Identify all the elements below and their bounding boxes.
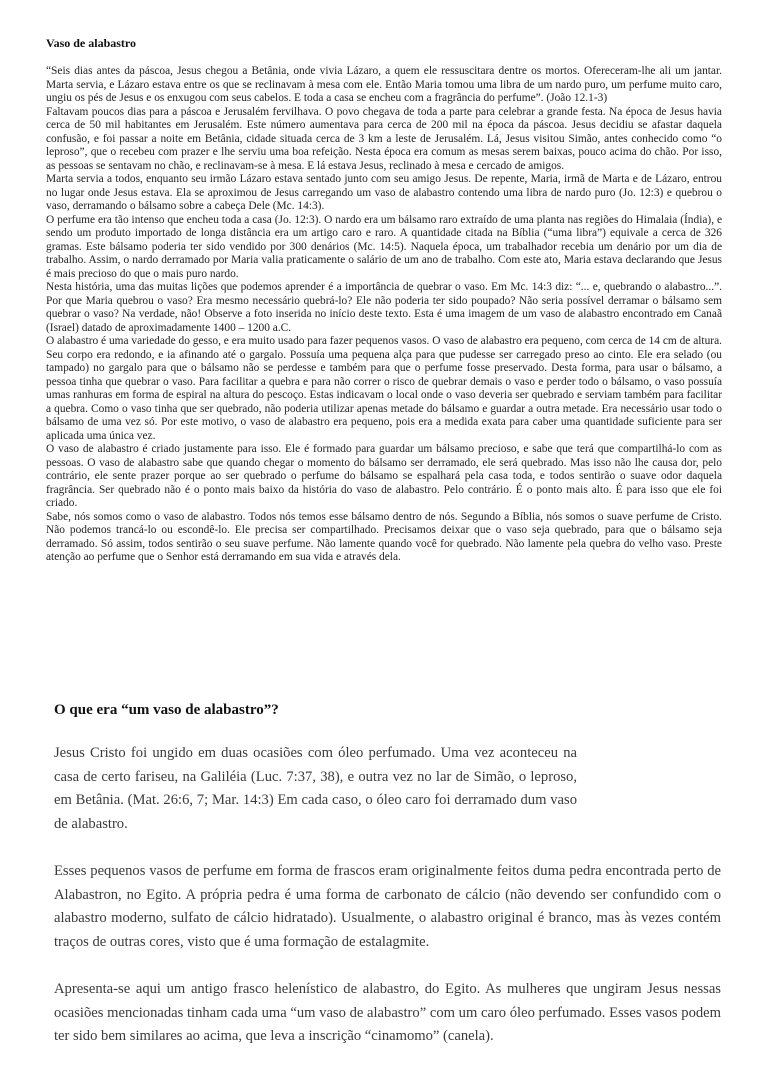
article-paragraph: Marta servia a todos, enquanto seu irmão Lázaro estava sentado junto com seu amigo Jesus. De repente, Maria, irmã de Marta e de Lázaro, entrou no lugar onde Jesus estava. Ela se aproximou de Jesus carregando um vaso de alabastro contendo uma libra de nardo puro (Jo. 12:3) e quebrou o vaso, derramando o bálsamo sobre a cabeça Dele (Mc. 14:3). <box>46 173 722 212</box>
article-paragraph: O vaso de alabastro é criado justamente para isso. Ele é formado para guardar um bálsamo precioso, e sabe que terá que compartilhá-lo com as pessoas. O vaso de alabastro sabe que quando chegar o momento do bálsamo ser derramado, ele será quebrado. Mas isso não lhe causa dor, pelo contrário, ele sente prazer porque ao ser quebrado o perfume do bálsamo se espalhará pela casa toda, e todos sentirão o suave odor daquela fragrância. Ser quebrado não é o ponto mais baixo da história do vaso de alabastro. Pelo contrário. É o ponto mais alto. É para isso que ele foi criado. <box>46 443 722 509</box>
section-paragraph: Apresenta-se aqui um antigo frasco helenístico de alabastro, do Egito. As mulheres que ungiram Jesus nessas ocasiões mencionadas tinham cada uma “um vaso de alabastro” com um caro óleo perfumado. Esses vasos podem ter sido bem similares ao acima, que leva a inscrição “cinamomo” (canela). <box>54 981 721 1044</box>
article-paragraph: Sabe, nós somos como o vaso de alabastro. Todos nós temos esse bálsamo dentro de nós. Segundo a Bíblia, nós somos o suave perfume de Cristo. Não podemos trancá-lo ou escondê-lo. Ele precisa ser compartilhado. Precisamos deixar que o vaso seja quebrado, para que o bálsamo seja derramado. Só assim, todos sentirão o seu suave perfume. Não lamente quando você for quebrado. Não lamente pela quebra do velho vaso. Preste atenção ao perfume que o Senhor está derramando em sua vida e através dela. <box>46 510 722 563</box>
article-paragraph: Nesta história, uma das muitas lições que podemos aprender é a importância de quebrar o vaso. Em Mc. 14:3 diz: “... e, quebrando o alabastro...”. Por que Maria quebrou o vaso? Era mesmo necessário quebrá-lo? Ele não poderia ter sido poupado? Não seria possível derramar o bálsamo sem quebrar o vaso? Na verdade, não! Observe a foto inserida no início deste texto. Esta é uma imagem de um vaso de alabastro encontrado em Canaã (Israel) datado de aproximadamente 1400 – 1200 a.C. <box>46 281 722 334</box>
article-section <box>46 36 722 565</box>
article-paragraph: Faltavam poucos dias para a páscoa e Jerusalém fervilhava. O povo chegava de toda a parte para celebrar a grande festa. Na época de Jesus havia cerca de 50 mil habitantes em Jerusalém. Este número aumentava para cerca de 200 mil na época da páscoa. Jesus decidiu se afastar daquela confusão, e foi passar a noite em Betânia, cidade situada cerca de 3 km a leste de Jerusalém. Lá, Jesus visitou Simão, antes conhecido como “o leproso”, que o recebeu com prazer e lhe serviu uma boa refeição. Nesta época era comum as mesas serem baixas, pouco acima do chão. Por isso, as pessoas se sentavam no chão, e reclinavam-se à mesa. E lá estava Jesus, reclinado à mesa e cercado de amigos. <box>46 105 722 172</box>
article-paragraph: “Seis dias antes da páscoa, Jesus chegou a Betânia, onde vivia Lázaro, a quem ele ressuscitara dentre os mortos. Ofereceram-lhe ali um jantar. Marta servia, e Lázaro estava entre os que se reclinavam à mesa com ele. Então Maria tomou uma libra de um nardo puro, um perfume muito caro, ungiu os pés de Jesus e os enxugou com seus cabelos. E toda a casa se encheu com a fragrância do perfume”. (João 12.1-3) <box>46 65 722 104</box>
section-paragraph: Jesus Cristo foi ungido em duas ocasiões com óleo perfumado. Uma vez aconteceu na casa de certo fariseu, na Galiléia (Luc. 7:37, 38), e outra vez no lar de Simão, o leproso, em Betânia. (Mat. 26:6, 7; Mar. 14:3) Em cada caso, o óleo caro foi derramado dum vaso de alabastro. <box>54 745 577 832</box>
article-paragraph: O perfume era tão intenso que encheu toda a casa (Jo. 12:3). O nardo era um bálsamo raro extraído de uma planta nas regiões do Himalaia (Índia), e sendo um produto importado de longa distância era um artigo caro e raro. A quantidade citada na Bíblia (“uma libra”) equivale a cerca de 326 gramas. Este bálsamo poderia ter sido vendido por 300 denários (Mc. 14:5). Naquela época, um trabalhador recebia um denário por um dia de trabalho. Assim, o nardo derramado por Maria valia praticamente o salário de um ano de trabalho. Com este ato, Maria estava declarando que Jesus é mais precioso do que o mais puro nardo. <box>46 213 722 280</box>
section-heading: O que era “um vaso de alabastro”? <box>54 702 279 718</box>
article-paragraph: O alabastro é uma variedade do gesso, e era muito usado para fazer pequenos vasos. O vaso de alabastro era pequeno, com cerca de 14 cm de altura. Seu corpo era redondo, e ia afinando até o gargalo. Possuía uma pequena alça para que pudesse ser carregado preso ao cinto. Ele era selado (ou tampado) no gargalo para que o bálsamo não se perdesse e também para que o perfume fosse preservado. Desta forma, para usar o bálsamo, a pessoa tinha que quebrar o vaso. Para facilitar a quebra e para não correr o risco de quebrar demais o vaso e perder todo o bálsamo, o vaso possuía umas ranhuras em forma de espiral na altura do pescoço. Estas indicavam o local onde o vaso deveria ser quebrado e serviam também para facilitar a quebra. Como o vaso tinha que ser quebrado, não poderia utilizar apenas metade do bálsamo e guardar a outra metade. Era necessário usar todo o bálsamo de uma vez só. Por este motivo, o vaso de alabastro era pequeno, pois era a medida exata para caber uma quantidade suficiente para ser aplicada uma única vez. <box>46 335 722 442</box>
article-title: Vaso de alabastro <box>46 36 137 50</box>
section-paragraph: Esses pequenos vasos de perfume em forma de frascos eram originalmente feitos duma pedra encontrada perto de Alabastron, no Egito. A própria pedra é uma forma de carbonato de cálcio (não devendo ser confundido com o alabastro moderno, sulfato de cálcio hidratado). Usualmente, o alabastro original é branco, mas às vezes contém traços de outras cores, visto que é uma formação de estalagmite. <box>54 863 721 950</box>
alabaster-question-section <box>54 702 721 1073</box>
